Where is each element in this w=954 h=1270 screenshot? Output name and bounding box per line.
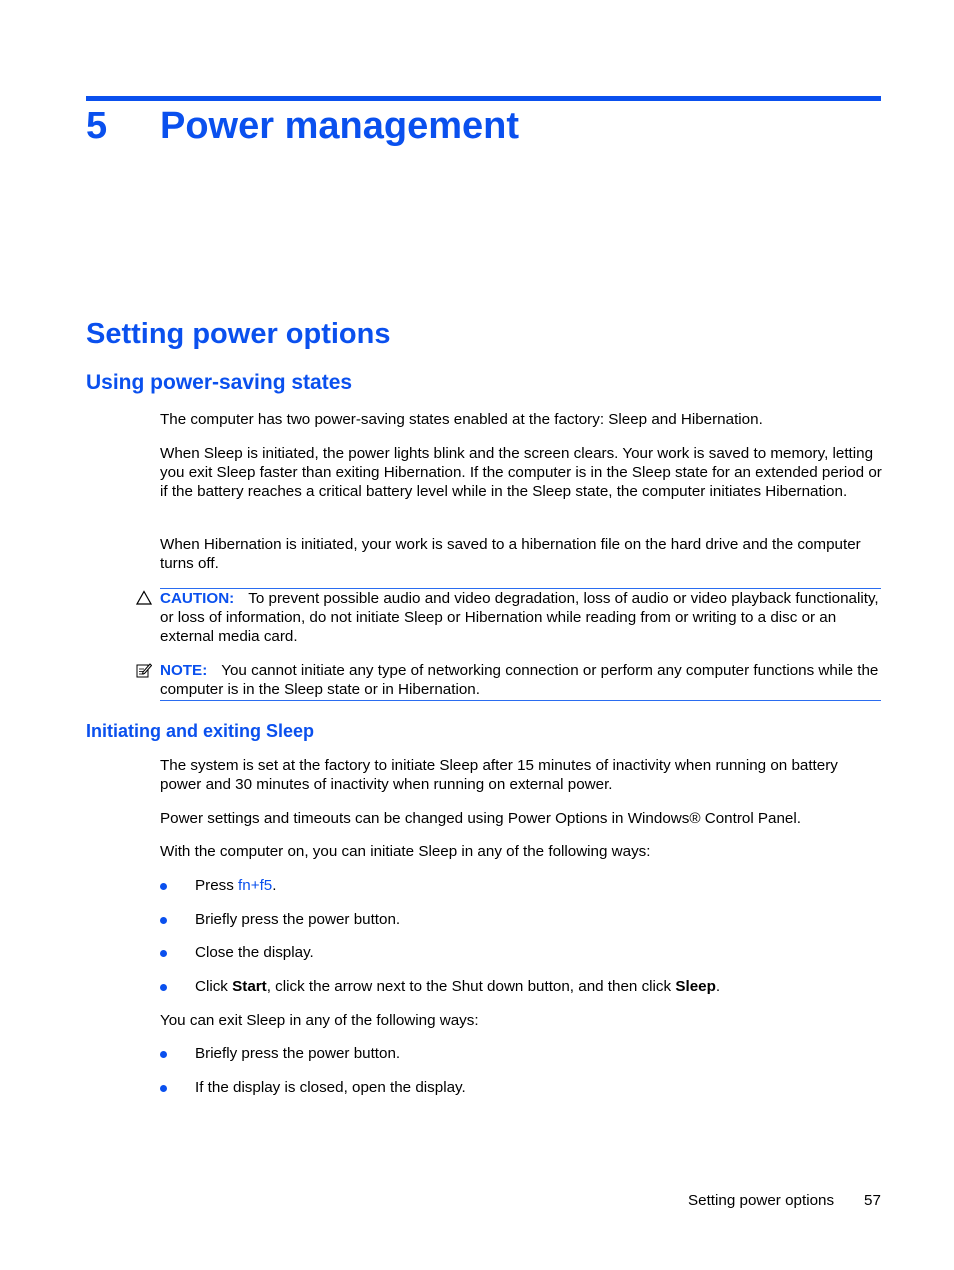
click-prefix: Click xyxy=(195,978,233,995)
system-paragraph: The system is set at the factory to initiate Sleep after 15 minutes of inactivity when running on battery power and 30 minutes of inactivity when running on external power. xyxy=(160,757,838,794)
bullet-marker xyxy=(160,912,170,922)
click-suffix: . xyxy=(715,978,721,995)
bullet-marker xyxy=(160,1046,170,1056)
note-pencil-icon xyxy=(136,662,152,678)
chapter-heading xyxy=(86,101,886,151)
intro-paragraph: The computer has two power-saving states enabled at the factory: Sleep and Hibernation. xyxy=(160,411,763,428)
caution-text: To prevent possible audio and video degradation, loss of audio or video playback functionality, or loss of information, do not initiate Sleep or Hibernation while reading from or writing to a disc or an external media card. xyxy=(160,590,879,646)
list-item: Briefly press the power button. xyxy=(195,911,401,928)
list-item: If the display is closed, open the display. xyxy=(195,1079,466,1096)
caution-label: CAUTION: xyxy=(160,590,235,607)
bullet-marker xyxy=(160,1080,170,1090)
settings-paragraph: Power settings and timeouts can be changed using Power Options in Windows® Control Panel. xyxy=(160,810,801,827)
note-label: NOTE: xyxy=(160,662,208,679)
caution-triangle-icon xyxy=(136,590,152,606)
bullet-marker xyxy=(160,979,170,989)
click-middle: , click the arrow next to the Shut down button, and then click xyxy=(266,978,676,995)
sub-subsection-title: Initiating and exiting Sleep xyxy=(86,721,315,741)
list-item: Briefly press the power button. xyxy=(195,1045,401,1062)
note-text: You cannot initiate any type of networking connection or perform any computer functions while the computer is in the Sleep state or in Hibernation. xyxy=(160,662,879,699)
subsection-title: Using power-saving states xyxy=(86,371,353,394)
page-number: 57 xyxy=(864,1192,881,1209)
sleep-paragraph: When Sleep is initiated, the power lights blink and the screen clears. Your work is saved to memory, letting you exit Sleep faster than exiting Hibernation. If the computer is in the Sleep state for an extended period or if the battery reaches a critical battery level while in the Sleep state, the computer initiates Hibernation. xyxy=(160,445,882,501)
initiate-intro: With the computer on, you can initiate Sleep in any of the following ways: xyxy=(160,843,651,860)
list-item xyxy=(195,876,276,895)
fn-f5-key: fn+f5 xyxy=(238,877,273,894)
bullet-marker xyxy=(160,878,170,888)
press-prefix: Press xyxy=(195,877,239,894)
caution-paragraph xyxy=(160,589,882,647)
section-title: Setting power options xyxy=(86,318,391,350)
list-item xyxy=(195,977,720,996)
chapter-number: 5 xyxy=(86,105,108,147)
footer-section: Setting power options xyxy=(688,1192,835,1209)
note-paragraph xyxy=(160,661,882,699)
note-bottom-rule xyxy=(160,700,881,701)
exit-intro: You can exit Sleep in any of the following ways: xyxy=(160,1012,479,1029)
start-term: Start xyxy=(232,978,267,995)
chapter-title: Power management xyxy=(160,105,519,147)
list-item: Close the display. xyxy=(195,944,314,961)
hibernation-paragraph: When Hibernation is initiated, your work is saved to a hibernation file on the hard drive and the computer turns off. xyxy=(160,536,861,573)
bullet-marker xyxy=(160,945,170,955)
press-suffix: . xyxy=(272,877,277,894)
sleep-term: Sleep xyxy=(675,978,716,995)
